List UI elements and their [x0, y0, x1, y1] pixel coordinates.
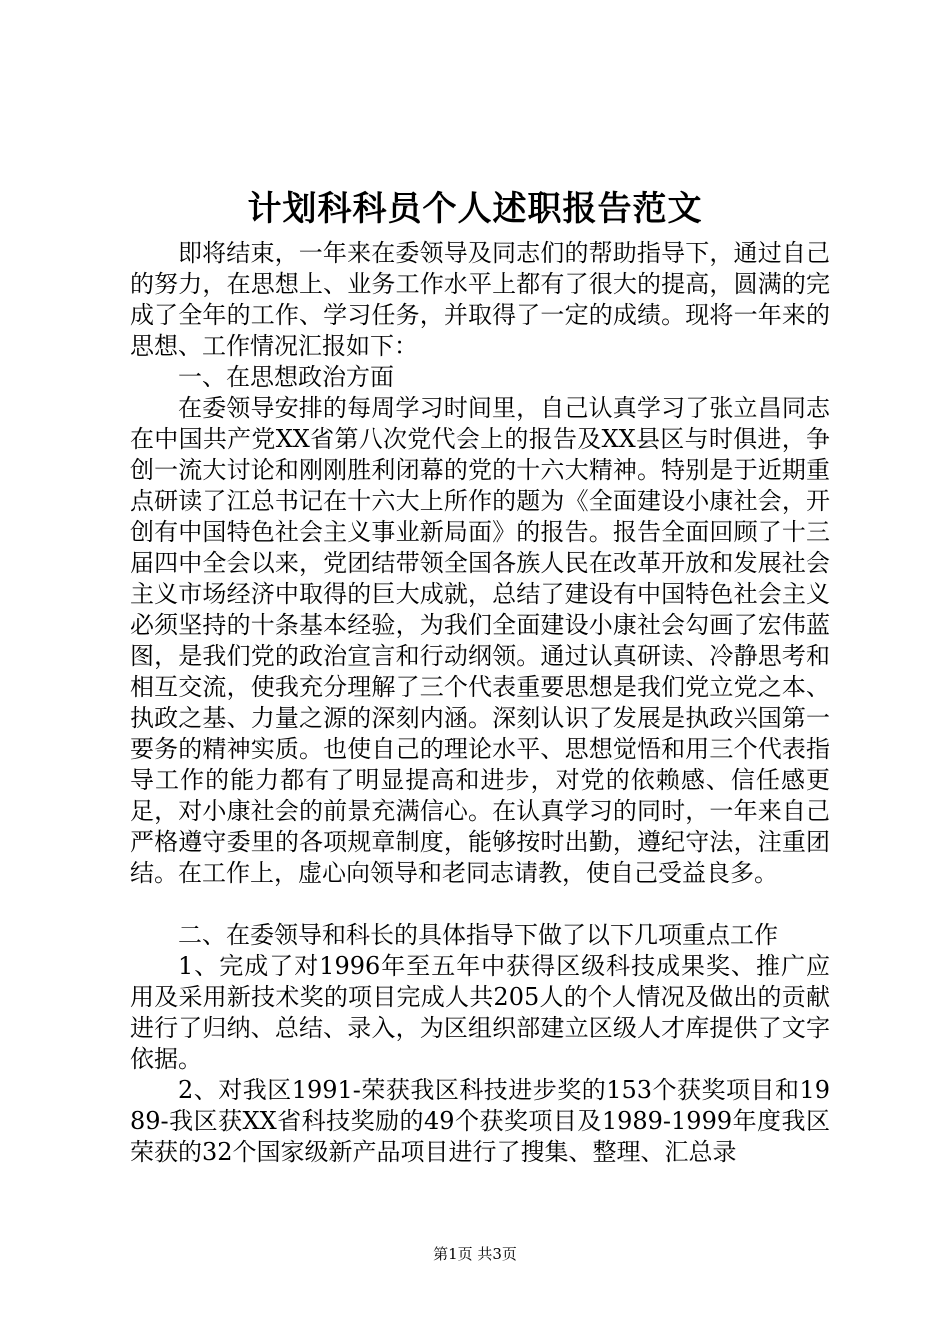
document-title: 计划科科员个人述职报告范文 [247, 189, 703, 229]
section-2-heading: 二、在委领导和科长的具体指导下做了以下几项重点工作 [178, 921, 778, 949]
page-number-footer: 第1页 共3页 [433, 1245, 517, 1263]
intro-paragraph: 即将结束，一年来在委领导及同志们的帮助指导下，通过自己的努力，在思想上、业务工作水平上都有了很大的提高，圆满的完成了全年的工作、学习任务，并取得了一定的成绩。现将一年来的思想、工作情况汇报如下： [130, 239, 830, 360]
section-1-heading: 一、在思想政治方面 [178, 363, 394, 391]
section-1-paragraph: 在委领导安排的每周学习时间里，自己认真学习了张立昌同志在中国共产党XX省第八次党代会上的报告及XX县区与时俱进，争创一流大讨论和刚刚胜利闭幕的党的十六大精神。特别是于近期重点研读了江总书记在十六大上所作的题为《全面建设小康社会，开创有中国特色社会主义事业新局面》的报告。报告全面回顾了十三届四中全会以来，党团结带领全国各族人民在改革开放和发展社会主义市场经济中取得的巨大成就，总结了建设有中国特色社会主义必须坚持的十条基本经验，为我们全面建设小康社会勾画了宏伟蓝图，是我们党的政治宣言和行动纲领。通过认真研读、冷静思考和相互交流，使我充分理解了三个代表重要思想是我们党立党之本、执政之基、力量之源的深刻内涵。深刻认识了发展是执政兴国第一要务的精神实质。也使自己的理论水平、思想觉悟和用三个代表指导工作的能力都有了明显提高和进步，对党的依赖感、信任感更足，对小康社会的前景充满信心。在认真学习的同时，一年来自己严格遵守委里的各项规章制度，能够按时出勤，遵纪守法，注重团结。在工作上，虚心向领导和老同志请教，使自己受益良多。 [130, 394, 830, 887]
paragraph-spacer [130, 889, 830, 920]
document-body [130, 238, 830, 1168]
work-item-1: 1、完成了对1996年至五年中获得区级科技成果奖、推广应用及采用新技术奖的项目完成人共205人的个人情况及做出的贡献进行了归纳、总结、录入，为区组织部建立区级人才库提供了文字依据。 [130, 952, 830, 1073]
work-item-2: 2、对我区1991-荣获我区科技进步奖的153个获奖项目和1989-我区获XX省科技奖励的49个获奖项目及1989-1999年度我区荣获的32个国家级新产品项目进行了搜集、整理、汇总录 [130, 1076, 830, 1166]
